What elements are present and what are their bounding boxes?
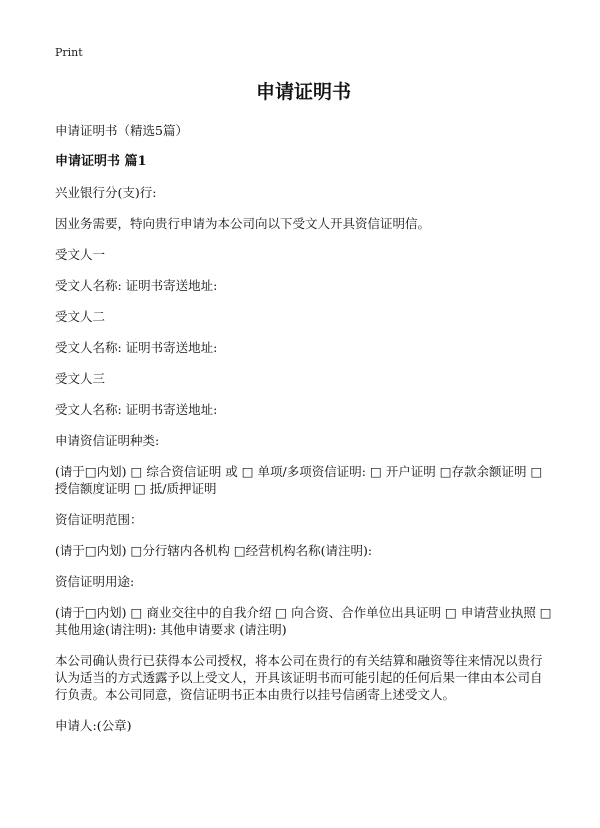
section-heading: 申请证明书 篇1 bbox=[55, 154, 147, 169]
applicant-seal-line: 申请人:(公章) bbox=[55, 718, 132, 733]
recipient-1-heading: 受文人一 bbox=[55, 247, 106, 262]
recipient-2-heading: 受文人二 bbox=[55, 309, 106, 324]
document-title: 申请证明书 bbox=[255, 81, 351, 103]
certificate-type-options: (请于□内划) □ 综合资信证明 或 □ 单项/多项资信证明: □ 开户证明 □存款余额证明 □授信额度证明 □ 抵/质押证明 bbox=[55, 464, 543, 496]
certificate-purpose-heading: 资信证明用途: bbox=[55, 574, 135, 589]
request-intro: 因业务需要，特向贵行申请为本公司向以下受文人开具资信证明信。 bbox=[55, 216, 431, 231]
certificate-purpose-options: (请于□内划) □ 商业交往中的自我介绍 □ 向合资、合作单位出具证明 □ 申请营业执照 □ 其他用途(请注明): 其他申请要求 (请注明) bbox=[55, 605, 552, 637]
recipient-3-fields: 受文人名称: 证明书寄送地址: bbox=[55, 402, 218, 417]
document-subtitle: 申请证明书（精选5篇） bbox=[55, 123, 188, 138]
authorization-statement: 本公司确认贵行已获得本公司授权，将本公司在贵行的有关结算和融资等往来情况以贵行认为适当的方式透露予以上受文人，开具该证明书而可能引起的任何后果一律由本公司自行负责。本公司同意，资信证明书正本由贵行以挂号信函寄上述受文人。 bbox=[55, 653, 543, 702]
certificate-scope-options: (请于□内划) □分行辖内各机构 □经营机构名称(请注明): bbox=[55, 543, 373, 558]
certificate-scope-heading: 资信证明范围： bbox=[55, 512, 143, 527]
recipient-3-heading: 受文人三 bbox=[55, 371, 106, 386]
recipient-2-fields: 受文人名称: 证明书寄送地址: bbox=[55, 340, 218, 355]
addressee-line: 兴业银行分(支)行: bbox=[55, 185, 157, 200]
print-label: Print bbox=[55, 46, 83, 59]
certificate-type-heading: 申请资信证明种类: bbox=[55, 433, 160, 448]
recipient-1-fields: 受文人名称: 证明书寄送地址: bbox=[55, 278, 218, 293]
